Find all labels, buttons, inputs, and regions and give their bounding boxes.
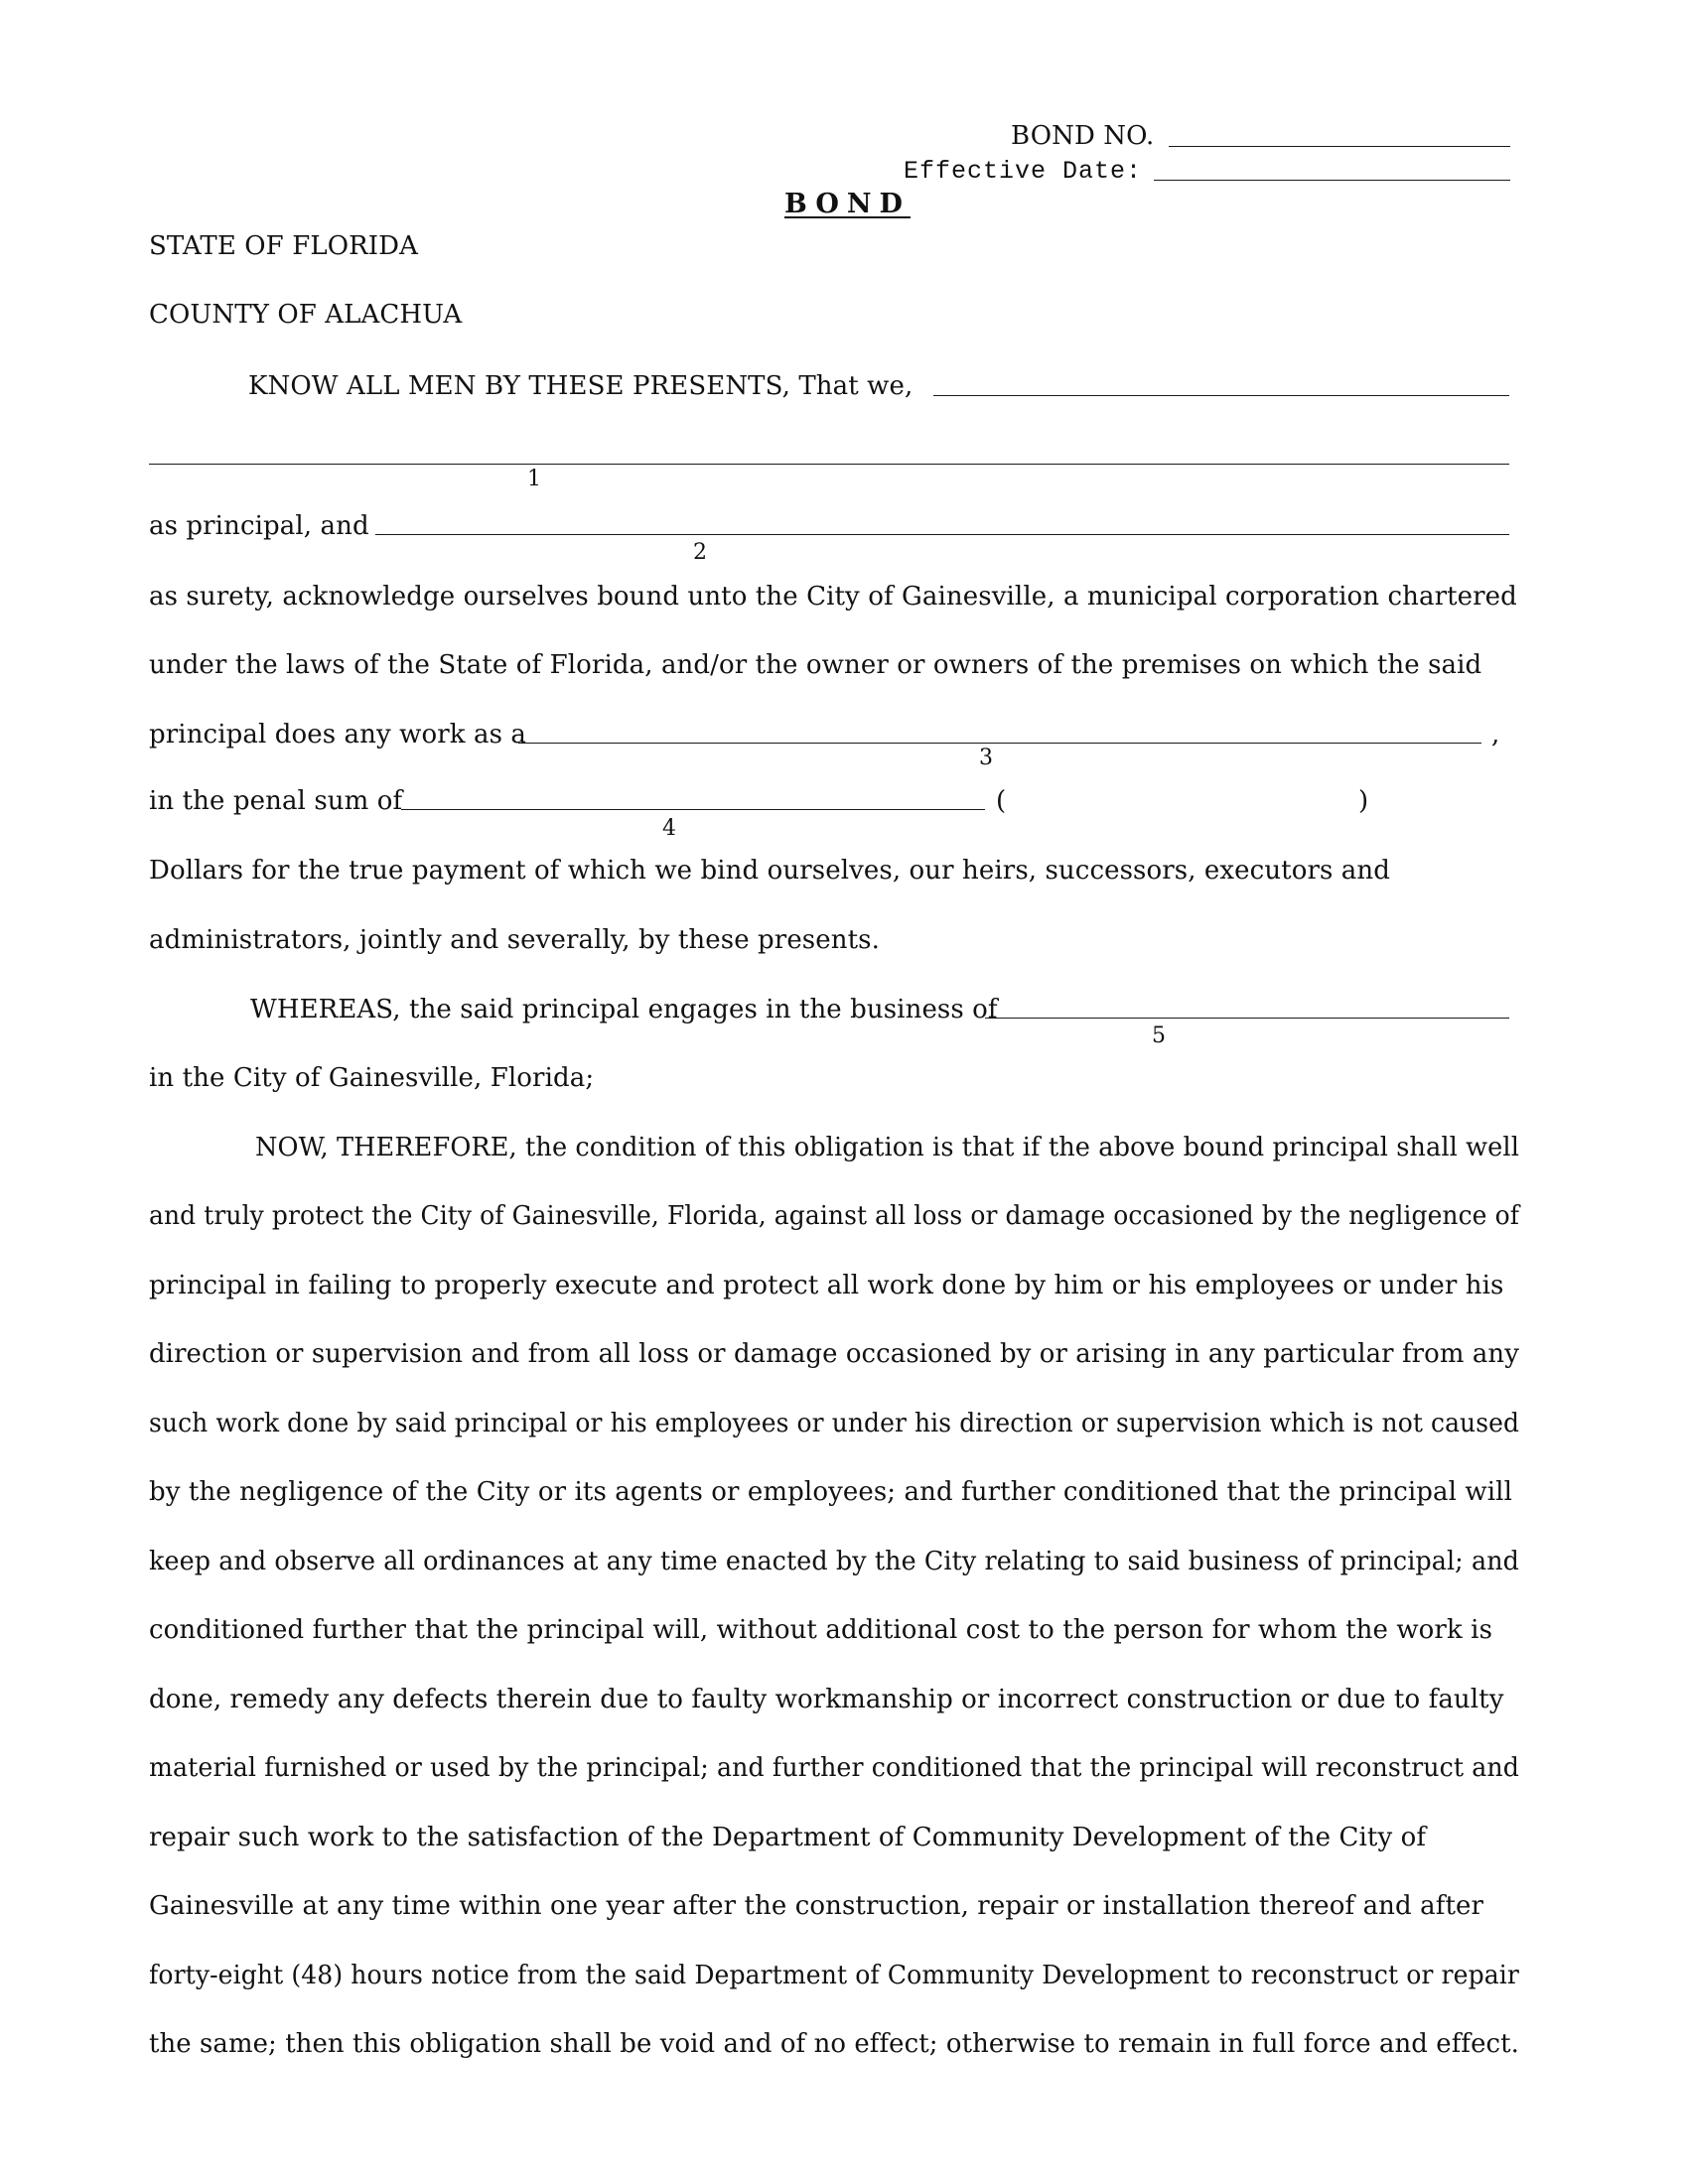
paren-close: ) bbox=[1358, 786, 1369, 816]
principal-name-field-b[interactable] bbox=[149, 464, 1509, 465]
blank-number-1: 1 bbox=[527, 467, 541, 491]
work-type-field[interactable] bbox=[518, 743, 1481, 744]
condition-line: repair such work to the satisfaction of the Department of Community Development of the City of bbox=[149, 1823, 1427, 1852]
condition-line: conditioned further that the principal will, without additional cost to the person for whom the work is bbox=[149, 1615, 1493, 1645]
county-label: COUNTY OF ALACHUA bbox=[149, 300, 463, 330]
blank-number-4: 4 bbox=[662, 816, 676, 841]
condition-line: the same; then this obligation shall be void and of no effect; otherwise to remain in full force and effect. bbox=[149, 2029, 1519, 2059]
penal-sum-text: in the penal sum of bbox=[149, 786, 403, 816]
business-field[interactable] bbox=[985, 1018, 1509, 1019]
effective-date-field[interactable] bbox=[1154, 180, 1510, 181]
blank-number-5: 5 bbox=[1152, 1024, 1166, 1048]
bond-number-label: BOND NO. bbox=[1011, 121, 1155, 151]
paren-open: ( bbox=[996, 786, 1007, 816]
condition-line: keep and observe all ordinances at any time enacted by the City relating to said business of principal; and bbox=[149, 1547, 1519, 1576]
condition-line: direction or supervision and from all loss or damage occasioned by or arising in any particular from any bbox=[149, 1339, 1519, 1369]
condition-line: principal in failing to properly execute and protect all work done by him or his employees or under his bbox=[149, 1271, 1504, 1300]
condition-line: NOW, THEREFORE, the condition of this obligation is that if the above bound principal shall well bbox=[255, 1133, 1519, 1162]
dollars-line: Dollars for the true payment of which we bind ourselves, our heirs, successors, executors and bbox=[149, 856, 1390, 886]
bond-number-field[interactable] bbox=[1169, 146, 1510, 147]
as-principal-text: as principal, and bbox=[149, 511, 369, 541]
state-label: STATE OF FLORIDA bbox=[149, 231, 418, 261]
condition-line: done, remedy any defects therein due to faulty workmanship or incorrect construction or due to faulty bbox=[149, 1685, 1504, 1714]
penal-sum-words-field[interactable] bbox=[401, 809, 985, 810]
administrators-line: administrators, jointly and severally, by these presents. bbox=[149, 925, 880, 955]
intro-text: KNOW ALL MEN BY THESE PRESENTS, That we, bbox=[248, 371, 914, 401]
condition-line: material furnished or used by the principal; and further conditioned that the principal will reconstruct and bbox=[149, 1753, 1519, 1783]
principal-name-field-a[interactable] bbox=[933, 395, 1509, 396]
work-comma: , bbox=[1491, 720, 1500, 750]
surety-line-1: as surety, acknowledge ourselves bound unto the City of Gainesville, a municipal corporation chartered bbox=[149, 582, 1517, 612]
principal-work-text: principal does any work as a bbox=[149, 720, 526, 750]
condition-line: by the negligence of the City or its agents or employees; and further conditioned that the principal will bbox=[149, 1477, 1512, 1507]
condition-line: such work done by said principal or his employees or under his direction or supervision which is not caused bbox=[149, 1409, 1520, 1438]
blank-number-3: 3 bbox=[979, 746, 993, 770]
condition-line: and truly protect the City of Gainesville, Florida, against all loss or damage occasioned by the negligence of bbox=[149, 1201, 1520, 1231]
blank-number-2: 2 bbox=[693, 540, 707, 565]
city-line: in the City of Gainesville, Florida; bbox=[149, 1063, 595, 1093]
condition-line: forty-eight (48) hours notice from the said Department of Community Development to reconstruct or repair bbox=[149, 1961, 1519, 1990]
document-title: BOND bbox=[784, 189, 911, 219]
effective-date-label: Effective Date: bbox=[904, 157, 1143, 186]
surety-line-2: under the laws of the State of Florida, and/or the owner or owners of the premises on which the said bbox=[149, 650, 1482, 680]
surety-name-field[interactable] bbox=[375, 534, 1509, 535]
whereas-text: WHEREAS, the said principal engages in the business of bbox=[250, 995, 998, 1024]
condition-line: Gainesville at any time within one year after the construction, repair or installation thereof and after bbox=[149, 1891, 1484, 1921]
